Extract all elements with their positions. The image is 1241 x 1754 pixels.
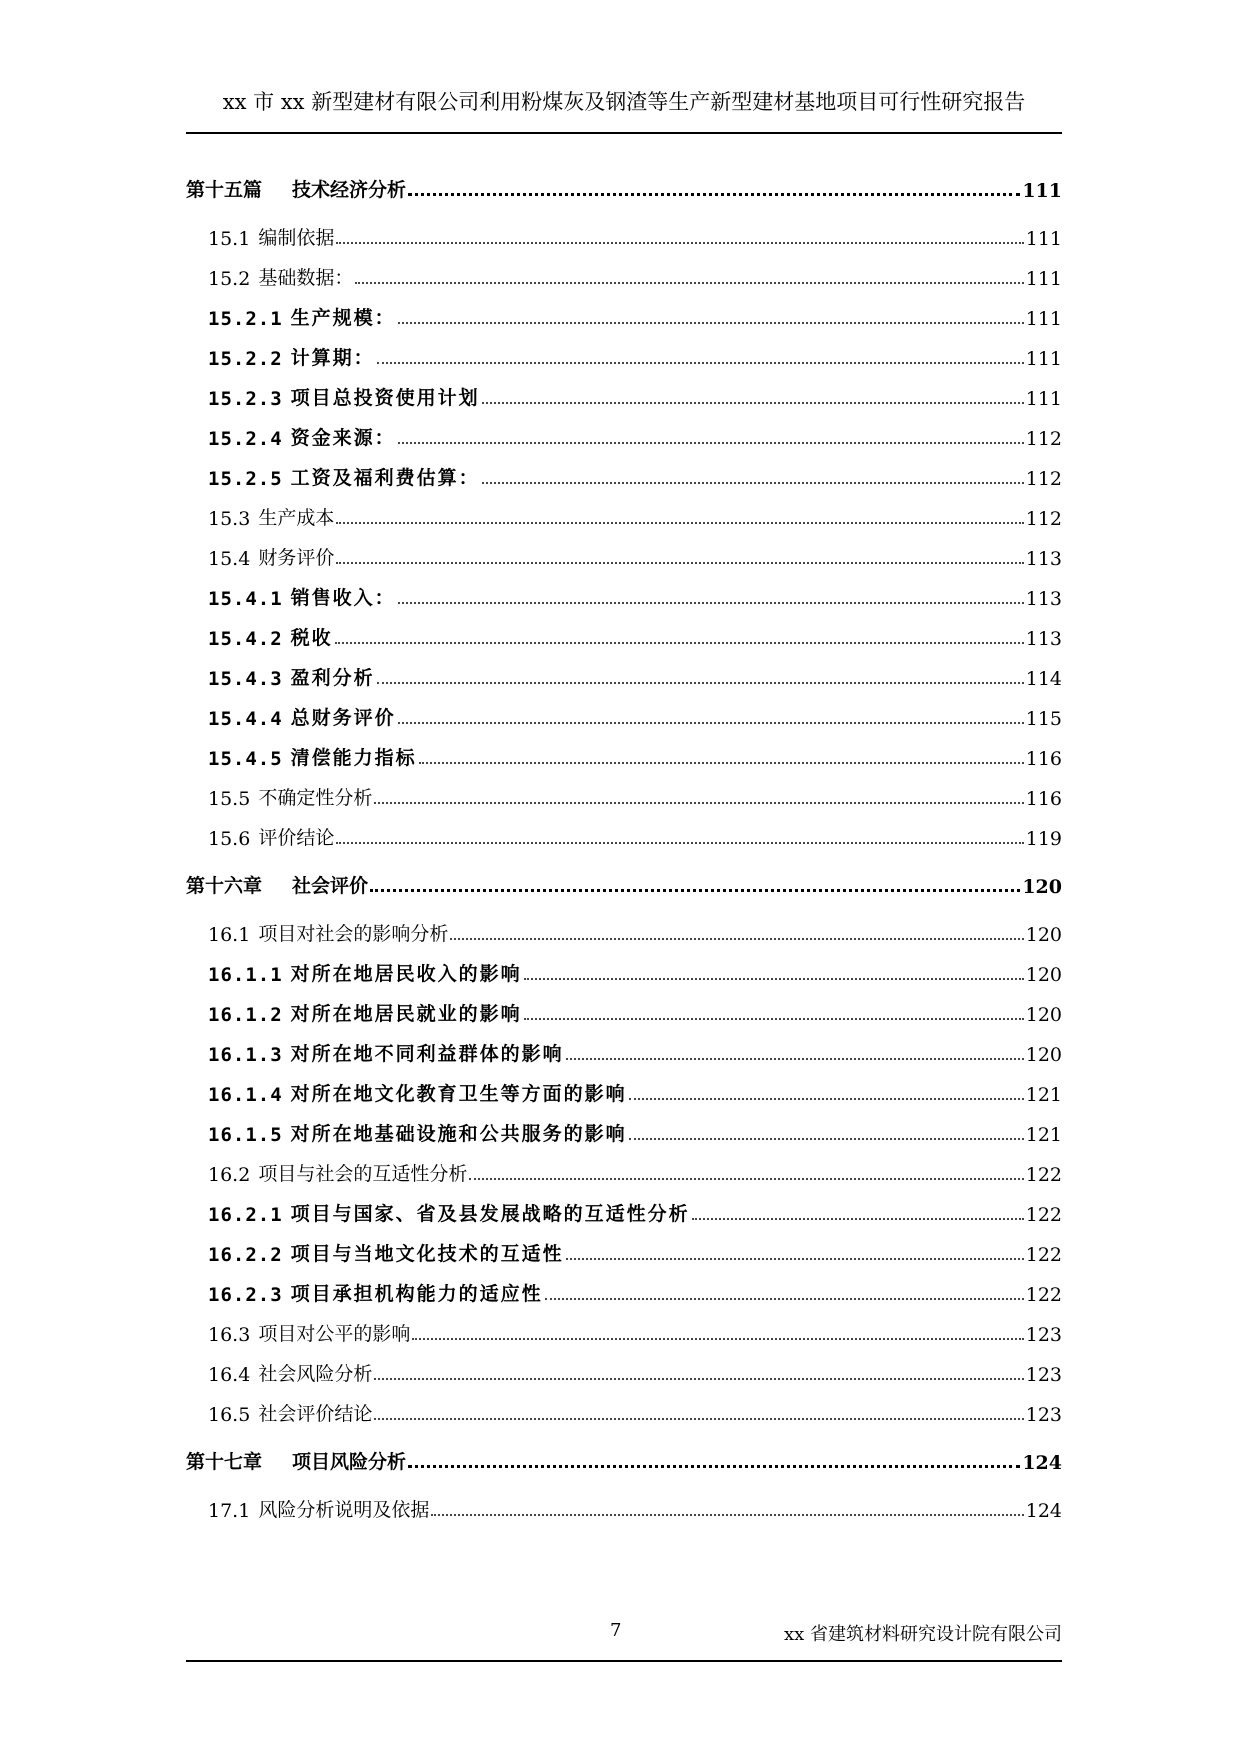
toc-entry[interactable] bbox=[186, 1492, 1062, 1522]
toc-entry-number: 15.2.2 bbox=[208, 348, 283, 370]
toc-dot-leader bbox=[336, 242, 1023, 244]
toc-entry[interactable] bbox=[186, 1196, 1062, 1226]
page-header-title: xx 市 xx 新型建材有限公司利用粉煤灰及钢渣等生产新型建材基地项目可行性研究报告 bbox=[222, 90, 1026, 114]
toc-dot-leader bbox=[524, 978, 1024, 980]
toc-entry-title: 社会评价 bbox=[292, 875, 369, 897]
toc-dot-leader bbox=[408, 193, 1020, 196]
toc-entry-page: 113 bbox=[1025, 588, 1062, 610]
toc-entry-title: 对所在地文化教育卫生等方面的影响 bbox=[290, 1083, 627, 1105]
toc-entry-number: 15.6 bbox=[208, 828, 251, 850]
toc-entry-page: 122 bbox=[1025, 1284, 1062, 1306]
toc-entry-page: 115 bbox=[1025, 708, 1062, 730]
toc-entry-page: 124 bbox=[1025, 1500, 1062, 1522]
toc-entry[interactable] bbox=[186, 580, 1062, 610]
toc-dot-leader bbox=[398, 602, 1024, 604]
toc-entry[interactable] bbox=[186, 1356, 1062, 1386]
toc-dot-leader bbox=[482, 482, 1024, 484]
toc-entry[interactable] bbox=[186, 700, 1062, 730]
toc-entry-number: 16.2.1 bbox=[208, 1204, 283, 1226]
header-rule bbox=[186, 132, 1062, 134]
toc-entry[interactable] bbox=[186, 300, 1062, 330]
footer-rule bbox=[186, 1660, 1062, 1662]
toc-entry[interactable] bbox=[186, 916, 1062, 946]
toc-entry-page: 114 bbox=[1025, 668, 1062, 690]
toc-entry-title: 税收 bbox=[290, 627, 333, 649]
toc-entry-title: 销售收入： bbox=[290, 587, 396, 609]
toc-dot-leader bbox=[355, 282, 1023, 284]
toc-entry-number: 15.2.3 bbox=[208, 388, 283, 410]
toc-entry-title: 不确定性分析 bbox=[258, 787, 373, 809]
toc-entry[interactable] bbox=[186, 1116, 1062, 1146]
toc-entry[interactable] bbox=[186, 260, 1062, 290]
toc-entry-number: 16.4 bbox=[208, 1364, 251, 1386]
toc-dot-leader bbox=[408, 1465, 1020, 1468]
toc-entry-number: 15.2.1 bbox=[208, 308, 283, 330]
toc-entry-number: 第十五篇 bbox=[186, 179, 263, 201]
toc-entry-title: 社会风险分析 bbox=[258, 1363, 373, 1385]
toc-entry-page: 122 bbox=[1025, 1164, 1062, 1186]
toc-entry-page: 120 bbox=[1025, 924, 1062, 946]
toc-entry-page: 120 bbox=[1022, 876, 1062, 898]
toc-entry-number: 15.1 bbox=[208, 228, 251, 250]
toc-entry[interactable] bbox=[186, 172, 1062, 202]
toc-dot-leader bbox=[431, 1514, 1023, 1516]
toc-entry-number: 16.1.5 bbox=[208, 1124, 283, 1146]
toc-entry[interactable] bbox=[186, 660, 1062, 690]
toc-entry[interactable] bbox=[186, 1276, 1062, 1306]
toc-entry-number: 16.5 bbox=[208, 1404, 251, 1426]
toc-entry-page: 111 bbox=[1022, 180, 1062, 202]
toc-entry-title: 编制依据 bbox=[258, 227, 335, 249]
toc-entry-number: 15.4 bbox=[208, 548, 251, 570]
toc-dot-leader bbox=[370, 889, 1020, 892]
toc-entry-number: 15.4.5 bbox=[208, 748, 283, 770]
toc-entry[interactable] bbox=[186, 868, 1062, 898]
toc-entry[interactable] bbox=[186, 996, 1062, 1026]
toc-dot-leader bbox=[469, 1178, 1023, 1180]
toc-entry-page: 120 bbox=[1025, 964, 1062, 986]
toc-entry-title: 评价结论 bbox=[258, 827, 335, 849]
toc-dot-leader bbox=[398, 442, 1024, 444]
toc-entry-title: 项目与社会的互适性分析 bbox=[258, 1163, 468, 1185]
toc-entry-title: 对所在地不同利益群体的影响 bbox=[290, 1043, 564, 1065]
toc-entry-title: 对所在地基础设施和公共服务的影响 bbox=[290, 1123, 627, 1145]
toc-entry[interactable] bbox=[186, 500, 1062, 530]
toc-entry-title: 技术经济分析 bbox=[292, 179, 407, 201]
toc-entry-number: 15.2 bbox=[208, 268, 251, 290]
toc-entry-title: 项目总投资使用计划 bbox=[290, 387, 480, 409]
toc-dot-leader bbox=[398, 322, 1024, 324]
toc-entry-page: 113 bbox=[1025, 548, 1062, 570]
toc-entry-page: 123 bbox=[1025, 1364, 1062, 1386]
toc-dot-leader bbox=[482, 402, 1024, 404]
toc-entry-number: 17.1 bbox=[208, 1500, 251, 1522]
toc-dot-leader bbox=[377, 682, 1024, 684]
toc-entry-number: 16.1.4 bbox=[208, 1084, 283, 1106]
toc-entry-page: 124 bbox=[1022, 1452, 1062, 1474]
toc-entry-page: 116 bbox=[1025, 788, 1062, 810]
toc-entry-page: 112 bbox=[1025, 468, 1062, 490]
toc-entry-page: 116 bbox=[1025, 748, 1062, 770]
toc-entry-page: 113 bbox=[1025, 628, 1062, 650]
toc-entry-title: 生产成本 bbox=[258, 507, 335, 529]
toc-entry[interactable] bbox=[186, 1156, 1062, 1186]
toc-entry[interactable] bbox=[186, 1444, 1062, 1474]
toc-dot-leader bbox=[374, 1378, 1023, 1380]
toc-entry-number: 16.1 bbox=[208, 924, 251, 946]
toc-entry-number: 第十七章 bbox=[186, 1451, 263, 1473]
toc-dot-leader bbox=[336, 562, 1023, 564]
toc-dot-leader bbox=[629, 1098, 1024, 1100]
toc-entry[interactable] bbox=[186, 1396, 1062, 1426]
toc-entry-title: 项目与当地文化技术的互适性 bbox=[290, 1243, 564, 1265]
toc-dot-leader bbox=[524, 1018, 1024, 1020]
footer-page-number: 7 bbox=[610, 1620, 622, 1641]
toc-entry-title: 财务评价 bbox=[258, 547, 335, 569]
toc-dot-leader bbox=[545, 1298, 1024, 1300]
toc-entry-title: 对所在地居民就业的影响 bbox=[290, 1003, 522, 1025]
toc-entry-number: 15.3 bbox=[208, 508, 251, 530]
toc-dot-leader bbox=[398, 722, 1024, 724]
toc-entry-page: 112 bbox=[1025, 508, 1062, 530]
toc-entry-page: 123 bbox=[1025, 1404, 1062, 1426]
toc-entry-page: 112 bbox=[1025, 428, 1062, 450]
toc-entry-page: 111 bbox=[1025, 228, 1062, 250]
toc-dot-leader bbox=[566, 1258, 1024, 1260]
toc-entry[interactable] bbox=[186, 340, 1062, 370]
toc-entry[interactable] bbox=[186, 1036, 1062, 1066]
toc-entry[interactable] bbox=[186, 780, 1062, 810]
toc-entry-title: 工资及福利费估算： bbox=[290, 467, 480, 489]
toc-entry-number: 16.1.1 bbox=[208, 964, 283, 986]
toc-entry-title: 资金来源： bbox=[290, 427, 396, 449]
toc-entry-page: 119 bbox=[1025, 828, 1062, 850]
toc-entry-number: 第十六章 bbox=[186, 875, 263, 897]
toc-entry-number: 16.1.3 bbox=[208, 1044, 283, 1066]
toc-entry-page: 122 bbox=[1025, 1244, 1062, 1266]
toc-entry-page: 120 bbox=[1025, 1004, 1062, 1026]
toc-entry[interactable] bbox=[186, 956, 1062, 986]
toc-entry-number: 15.4.2 bbox=[208, 628, 283, 650]
toc-entry[interactable] bbox=[186, 1236, 1062, 1266]
toc-entry[interactable] bbox=[186, 540, 1062, 570]
footer-organization: xx 省建筑材料研究设计院有限公司 bbox=[783, 1624, 1062, 1645]
toc-entry-number: 16.3 bbox=[208, 1324, 251, 1346]
toc-dot-leader bbox=[377, 362, 1024, 364]
toc-entry-title: 计算期： bbox=[290, 347, 375, 369]
toc-entry-number: 16.1.2 bbox=[208, 1004, 283, 1026]
toc-entry-page: 122 bbox=[1025, 1204, 1062, 1226]
toc-entry-title: 对所在地居民收入的影响 bbox=[290, 963, 522, 985]
toc-entry-title: 基础数据： bbox=[258, 267, 354, 289]
toc-entry-number: 16.2.2 bbox=[208, 1244, 283, 1266]
toc-dot-leader bbox=[566, 1058, 1024, 1060]
toc-dot-leader bbox=[374, 1418, 1023, 1420]
toc-entry-page: 111 bbox=[1025, 388, 1062, 410]
toc-dot-leader bbox=[450, 938, 1023, 940]
toc-entry-title: 生产规模： bbox=[290, 307, 396, 329]
toc-dot-leader bbox=[419, 762, 1024, 764]
toc-entry-title: 总财务评价 bbox=[290, 707, 396, 729]
toc-entry-number: 15.5 bbox=[208, 788, 251, 810]
toc-entry-number: 15.4.4 bbox=[208, 708, 283, 730]
toc-entry-number: 15.4.1 bbox=[208, 588, 283, 610]
toc-entry-number: 15.2.4 bbox=[208, 428, 283, 450]
toc-dot-leader bbox=[692, 1218, 1024, 1220]
toc-entry[interactable] bbox=[186, 460, 1062, 490]
toc-dot-leader bbox=[335, 642, 1024, 644]
toc-entry-page: 111 bbox=[1025, 348, 1062, 370]
toc-entry[interactable] bbox=[186, 1316, 1062, 1346]
toc-entry-title: 项目风险分析 bbox=[292, 1451, 407, 1473]
toc-entry[interactable] bbox=[186, 820, 1062, 850]
toc-entry[interactable] bbox=[186, 740, 1062, 770]
toc-entry-title: 项目与国家、省及县发展战略的互适性分析 bbox=[290, 1203, 690, 1225]
toc-dot-leader bbox=[629, 1138, 1024, 1140]
toc-entry-title: 项目对公平的影响 bbox=[258, 1323, 411, 1345]
toc-entry[interactable] bbox=[186, 620, 1062, 650]
toc-entry[interactable] bbox=[186, 1076, 1062, 1106]
toc-entry-page: 111 bbox=[1025, 268, 1062, 290]
toc-entry[interactable] bbox=[186, 420, 1062, 450]
toc-entry-number: 16.2 bbox=[208, 1164, 251, 1186]
toc-entry-title: 社会评价结论 bbox=[258, 1403, 373, 1425]
toc-entry[interactable] bbox=[186, 220, 1062, 250]
toc-dot-leader bbox=[336, 842, 1023, 844]
toc-entry-number: 15.4.3 bbox=[208, 668, 283, 690]
toc-entry-title: 项目对社会的影响分析 bbox=[258, 923, 449, 945]
toc-entry-title: 盈利分析 bbox=[290, 667, 375, 689]
toc-entry-title: 项目承担机构能力的适应性 bbox=[290, 1283, 543, 1305]
toc-entry-number: 16.2.3 bbox=[208, 1284, 283, 1306]
toc-entry[interactable] bbox=[186, 380, 1062, 410]
toc-dot-leader bbox=[412, 1338, 1023, 1340]
toc-entry-page: 120 bbox=[1025, 1044, 1062, 1066]
toc-dot-leader bbox=[374, 802, 1023, 804]
toc-entry-page: 121 bbox=[1025, 1124, 1062, 1146]
toc-entry-page: 121 bbox=[1025, 1084, 1062, 1106]
toc-dot-leader bbox=[336, 522, 1023, 524]
toc-entry-page: 123 bbox=[1025, 1324, 1062, 1346]
toc-entry-page: 111 bbox=[1025, 308, 1062, 330]
toc-entry-number: 15.2.5 bbox=[208, 468, 283, 490]
toc-entry-title: 风险分析说明及依据 bbox=[258, 1499, 430, 1521]
toc-entry-title: 清偿能力指标 bbox=[290, 747, 417, 769]
